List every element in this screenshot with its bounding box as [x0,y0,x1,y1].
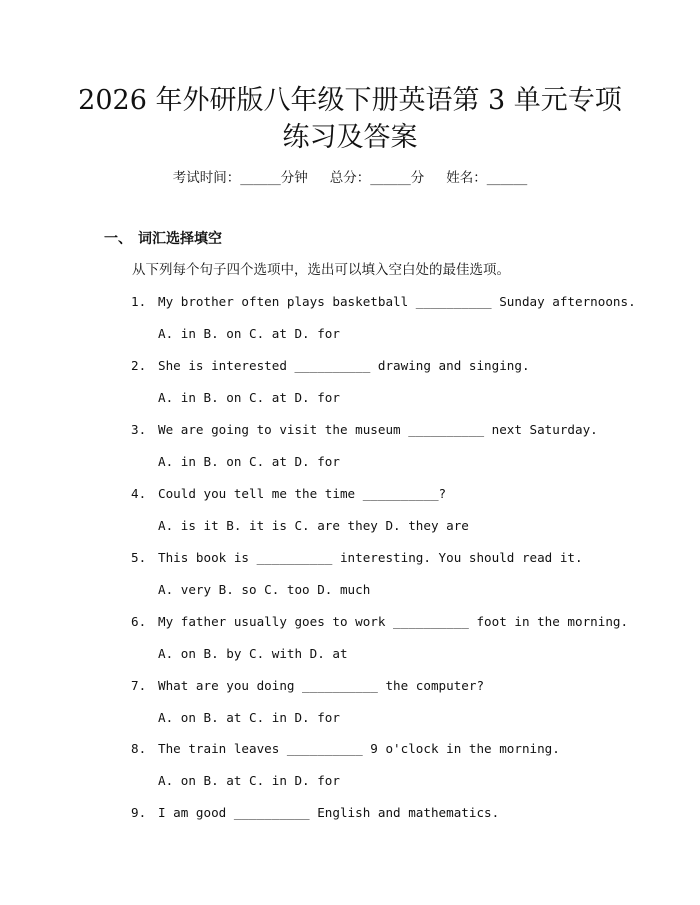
section-heading [104,229,222,249]
question-item [131,548,671,568]
question-options: A. in B. on C. at D. for [158,390,340,405]
document-title-line-2: 练习及答案 [282,122,418,153]
exam-name-field: 姓名：______ [446,170,528,186]
question-item [131,739,671,759]
question-item [131,676,671,696]
question-text: My brother often plays basketball __________ Sunday afternoons. [158,294,636,309]
question-number: 1. [131,294,147,309]
question-number: 9. [131,805,147,820]
question-item [131,484,671,504]
section-number: 一、 [104,231,132,247]
question-text: What are you doing __________ the computer? [158,678,485,693]
question-text: Could you tell me the time __________? [158,486,447,501]
section-instruction: 从下列每个句子四个选项中，选出可以填入空白处的最佳选项。 [132,262,510,278]
question-item [131,612,671,632]
question-options: A. in B. on C. at D. for [158,326,340,341]
question-number: 4. [131,486,147,501]
question-item [131,803,671,823]
exam-meta [0,168,700,188]
question-number: 3. [131,422,147,437]
question-item [131,292,671,312]
question-text: I am good __________ English and mathematics. [158,805,500,820]
section-title: 词汇选择填空 [138,231,222,247]
question-text: She is interested __________ drawing and singing. [158,358,530,373]
question-options: A. on B. at C. in D. for [158,773,340,788]
question-item [131,356,671,376]
document-title-line-1: 2026 年外研版八年级下册英语第 3 单元专项 [78,85,622,116]
question-text: We are going to visit the museum __________ next Saturday. [158,422,598,437]
question-text: The train leaves __________ 9 o'clock in the morning. [158,741,560,756]
question-options: A. in B. on C. at D. for [158,454,340,469]
question-text: This book is __________ interesting. You should read it. [158,550,583,565]
exam-time-field: 考试时间：______分钟 [172,170,308,186]
question-options: A. is it B. it is C. are they D. they are [158,518,469,533]
question-text: My father usually goes to work __________ foot in the morning. [158,614,629,629]
question-number: 7. [131,678,147,693]
question-options: A. on B. by C. with D. at [158,646,348,661]
exam-score-field: 总分：______分 [329,170,425,186]
question-number: 2. [131,358,147,373]
question-number: 6. [131,614,147,629]
question-number: 5. [131,550,147,565]
question-options: A. very B. so C. too D. much [158,582,371,597]
question-options: A. on B. at C. in D. for [158,710,340,725]
question-item [131,420,671,440]
question-number: 8. [131,741,147,756]
